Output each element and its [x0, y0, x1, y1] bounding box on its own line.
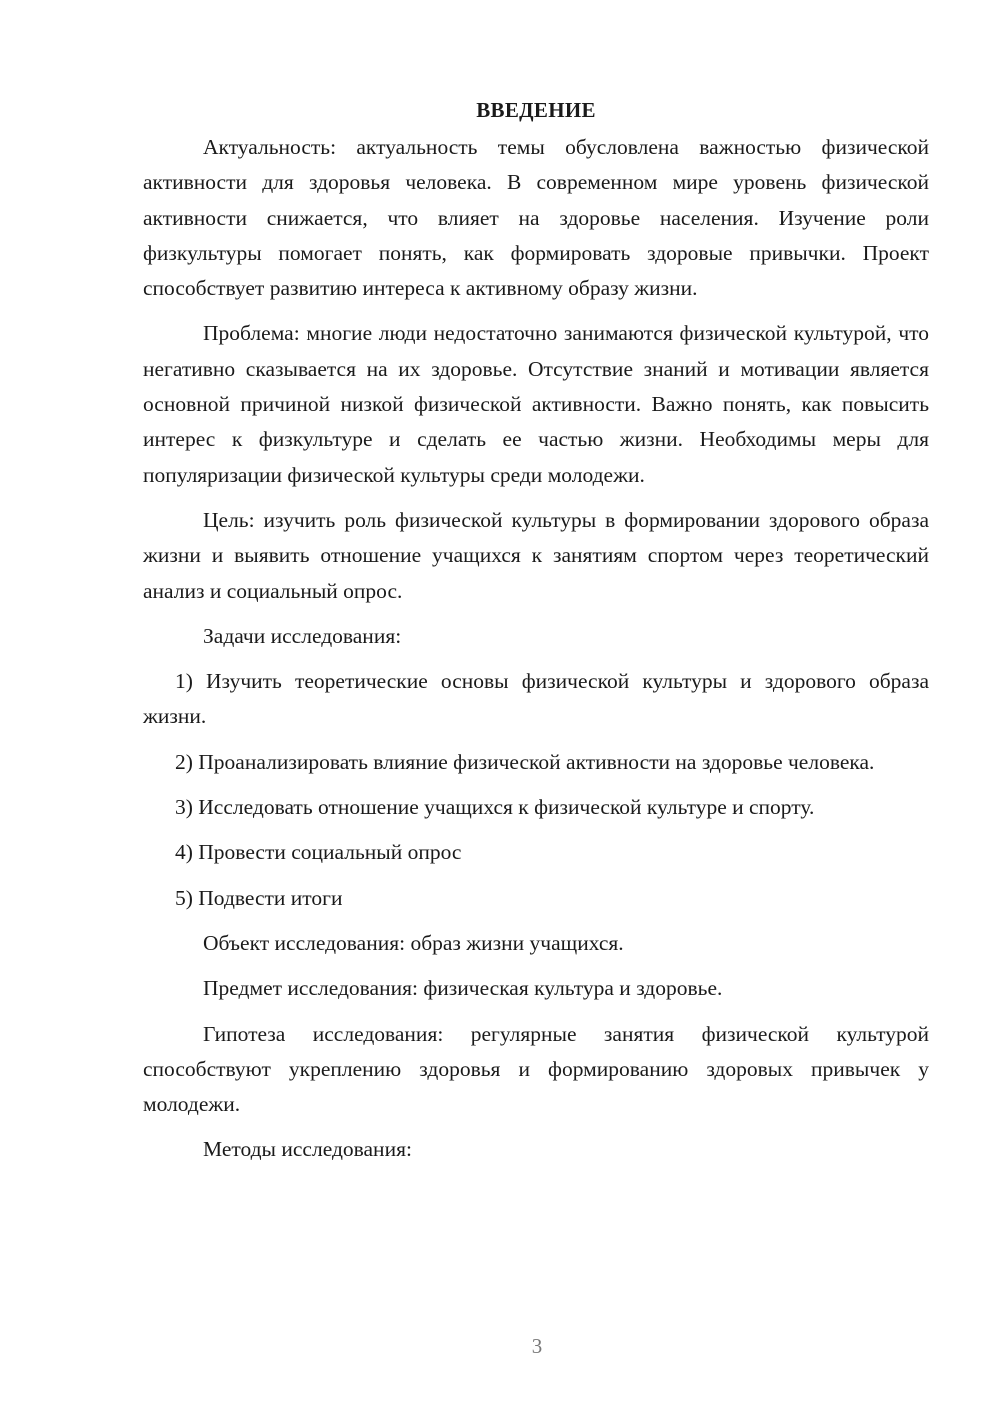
object-paragraph: Объект исследования: образ жизни учащихся. [203, 930, 624, 955]
problem-paragraph: Проблема: многие люди недостаточно занимаются физической культурой, что негативно сказывается на их здоровье. Отсутствие знаний и мотивации является основной причиной низкой физической активности. Важно понять, как повысить интерес к физкультуре и сделать ее частью жизни. Необходимы меры для популяризации физической культуры среди молодежи. [143, 321, 929, 487]
task-item-2: 2) Проанализировать влияние физической активности на здоровье человека. [175, 749, 875, 774]
hypothesis-paragraph: Гипотеза исследования: регулярные занятия физической культурой способствуют укреплению здоровья и формированию здоровых привычек у молодежи. [143, 1021, 929, 1117]
methods-heading: Методы исследования: [203, 1137, 412, 1162]
page-number: 3 [531, 1334, 543, 1358]
task-item-3: 3) Исследовать отношение учащихся к физической культуре и спорту. [175, 795, 815, 820]
document-page [143, 95, 929, 1178]
subject-paragraph: Предмет исследования: физическая культура и здоровье. [203, 976, 723, 1001]
tasks-heading: Задачи исследования: [203, 623, 402, 648]
goal-paragraph: Цель: изучить роль физической культуры в формировании здорового образа жизни и выявить отношение учащихся к занятиям спортом через теоретический анализ и социальный опрос. [143, 507, 929, 603]
task-item-5: 5) Подвести итоги [175, 885, 343, 910]
relevance-paragraph: Актуальность: актуальность темы обусловлена важностью физической активности для здоровья человека. В современном мире уровень физической активности снижается, что влияет на здоровье населения. Изучение роли физкультуры помогает понять, как формировать здоровые привычки. Проект способствует развитию интереса к активному образу жизни. [143, 135, 929, 301]
task-item-1: 1) Изучить теоретические основы физической культуры и здорового образа жизни. [143, 669, 929, 729]
page-title: ВВЕДЕНИЕ [476, 98, 596, 122]
task-item-4: 4) Провести социальный опрос [175, 840, 462, 865]
